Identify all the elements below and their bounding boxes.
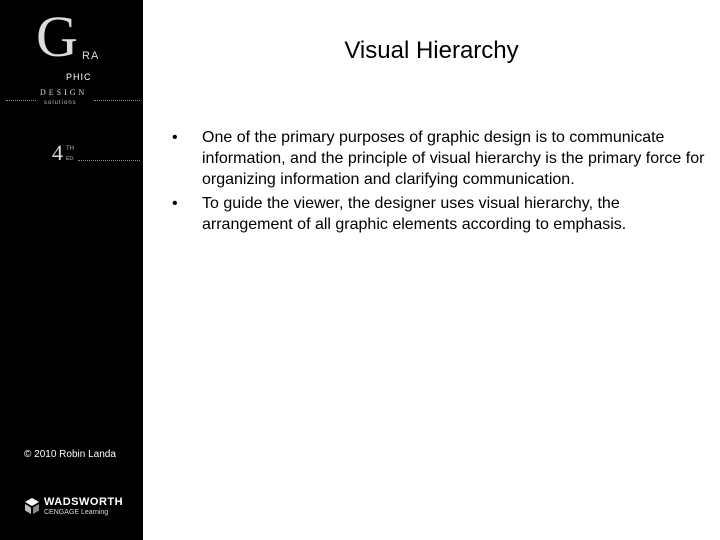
copyright-notice: © 2010 Robin Landa xyxy=(24,449,116,460)
logo-text-design: DESIGN xyxy=(40,88,88,97)
logo-divider-right xyxy=(94,100,140,101)
wadsworth-logo-icon xyxy=(24,497,40,515)
logo-text-phic: PHIC xyxy=(66,72,92,82)
edition-divider xyxy=(78,160,140,161)
bullet-mark: • xyxy=(172,129,178,146)
edition-number: 4 xyxy=(52,140,63,165)
bullet-item xyxy=(172,193,710,235)
logo-text-ra: RA xyxy=(82,50,100,62)
bullet-item xyxy=(172,127,710,190)
sidebar-branding-panel xyxy=(0,0,143,540)
logo-letter-g: G xyxy=(36,4,78,69)
logo-text-solutions: solutions xyxy=(44,100,77,106)
logo-divider-left xyxy=(6,100,36,101)
bullet-list xyxy=(172,127,710,238)
bullet-text: To guide the viewer, the designer uses visual hierarchy, the arrangement of all graphic elements according to emphasis. xyxy=(202,195,627,233)
edition-suffix: ED. xyxy=(66,156,75,162)
slide-title: Visual Hierarchy xyxy=(344,37,519,64)
bullet-text: One of the primary purposes of graphic design is to communicate information, and the principle of visual hierarchy is the primary force for organizing information and clarifying communication. xyxy=(202,129,705,188)
publisher-name: WADSWORTH xyxy=(44,496,124,508)
publisher-subtitle: CENGAGE Learning xyxy=(44,509,109,516)
edition-superscript: TH xyxy=(66,146,74,152)
bullet-mark: • xyxy=(172,195,178,212)
